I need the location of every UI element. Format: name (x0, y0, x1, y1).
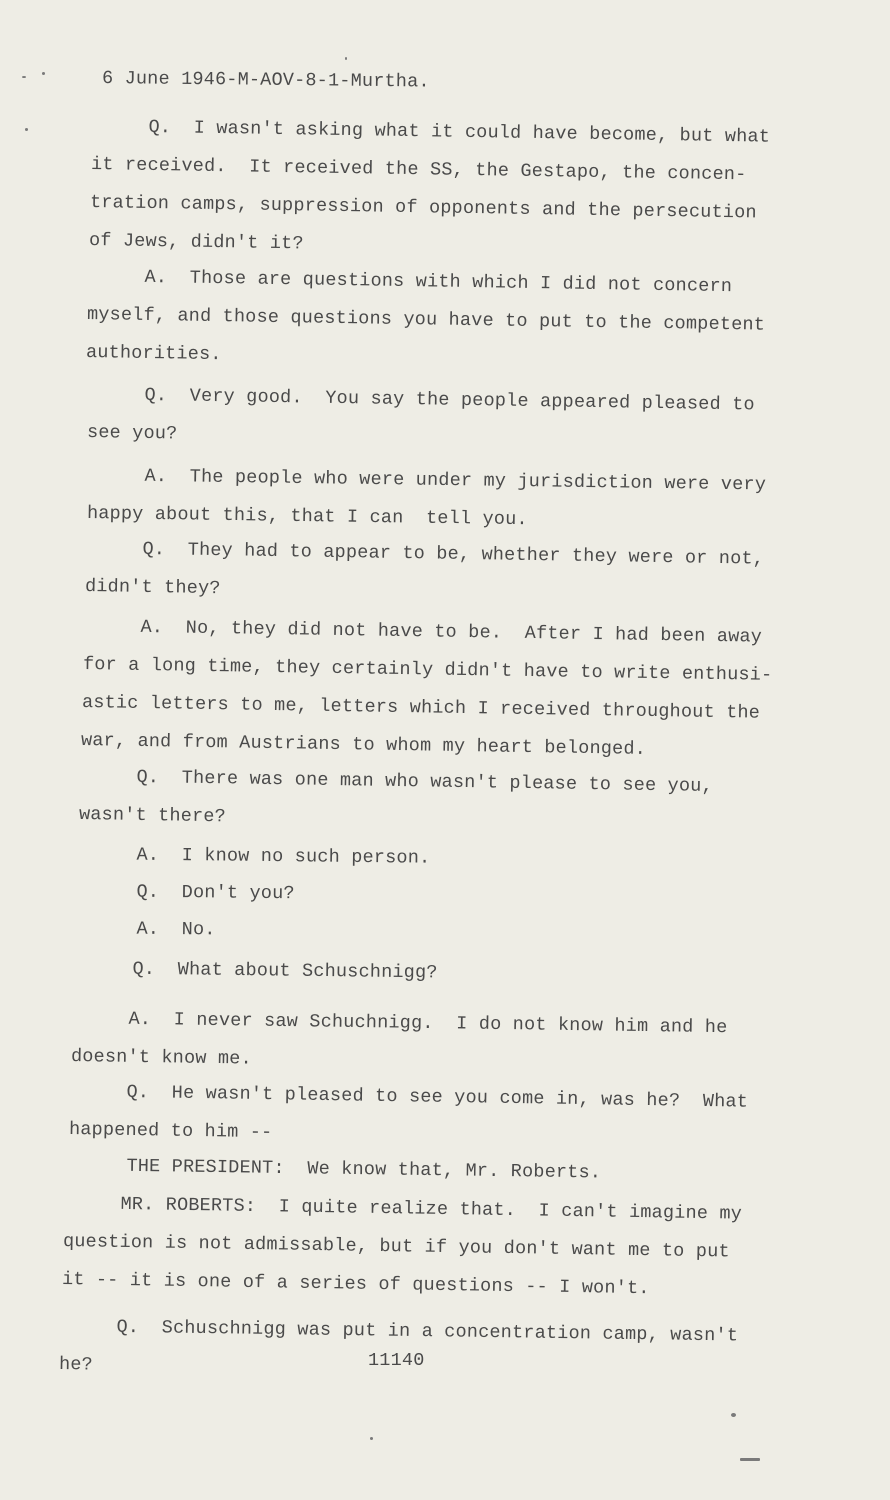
transcript-line: Q. They had to appear to be, whether they were or not, (85, 538, 765, 570)
transcript-line: see you? (86, 422, 178, 445)
ink-speck (25, 128, 28, 131)
transcript-line: THE PRESIDENT: We know that, Mr. Roberts. (69, 1155, 602, 1184)
transcript-line: war, and from Austrians to whom my heart belonged. (80, 730, 647, 760)
document-header: 6 June 1946-M-AOV-8-1-Murtha. (101, 68, 430, 93)
transcript-line: for a long time, they certainly didn't have to write enthusi- (82, 654, 773, 686)
transcript-line: MR. ROBERTS: I quite realize that. I can't imagine my (63, 1193, 743, 1225)
transcript-line: Q. I wasn't asking what it could have become, but what (91, 116, 771, 148)
transcript-line: didn't they? (84, 576, 221, 600)
transcript-line: Q. What about Schuschnigg? (75, 958, 438, 984)
ink-speck (740, 1458, 760, 1461)
transcript-line: Q. There was one man who wasn't please to see you, (79, 766, 714, 797)
transcript-line: A. No. (79, 918, 216, 941)
ink-speck (42, 72, 45, 75)
transcript-line: A. I know no such person. (79, 844, 431, 869)
transcript-line: it -- it is one of a series of questions -- I won't. (61, 1269, 650, 1300)
transcript-line: question is not admissable, but if you don't want me to put (62, 1231, 730, 1263)
transcript-line: myself, and those questions you have to put to the competent (86, 304, 766, 336)
transcript-line: tration camps, suppression of opponents and the persecution (89, 192, 757, 224)
ink-speck (370, 1437, 373, 1440)
transcript-line: A. I never saw Schuchnigg. I do not know him and he (71, 1008, 728, 1039)
transcript-line: happy about this, that I can tell you. (86, 503, 528, 531)
page-number: 11140 (368, 1350, 425, 1371)
transcript-line: authorities. (85, 342, 222, 366)
transcript-line: Q. Very good. You say the people appeared pleased to (87, 384, 755, 416)
transcript-line: it received. It received the SS, the Gestapo, the concen- (90, 154, 747, 186)
transcript-line: wasn't there? (78, 804, 227, 828)
ink-speck (731, 1413, 736, 1417)
transcript-line: Q. He wasn't pleased to see you come in, was he? What (69, 1081, 749, 1113)
transcript-line: A. No, they did not have to be. After I had been away (83, 616, 763, 648)
ink-speck (345, 57, 347, 60)
transcript-line: he? (58, 1354, 94, 1376)
transcript-line: astic letters to me, letters which I received throughout the (81, 692, 761, 724)
transcript-line: Q. Schuschnigg was put in a concentration camp, wasn't (59, 1316, 739, 1347)
transcript-line: A. The people who were under my jurisdiction were very (87, 465, 767, 496)
transcript-line: Q. Don't you? (79, 881, 295, 905)
transcript-line: of Jews, didn't it? (88, 230, 304, 255)
transcript-line: A. Those are questions with which I did not concern (87, 266, 733, 298)
transcript-line: doesn't know me. (70, 1046, 252, 1070)
transcript-line: happened to him -- (68, 1119, 273, 1144)
ink-speck (22, 76, 26, 78)
